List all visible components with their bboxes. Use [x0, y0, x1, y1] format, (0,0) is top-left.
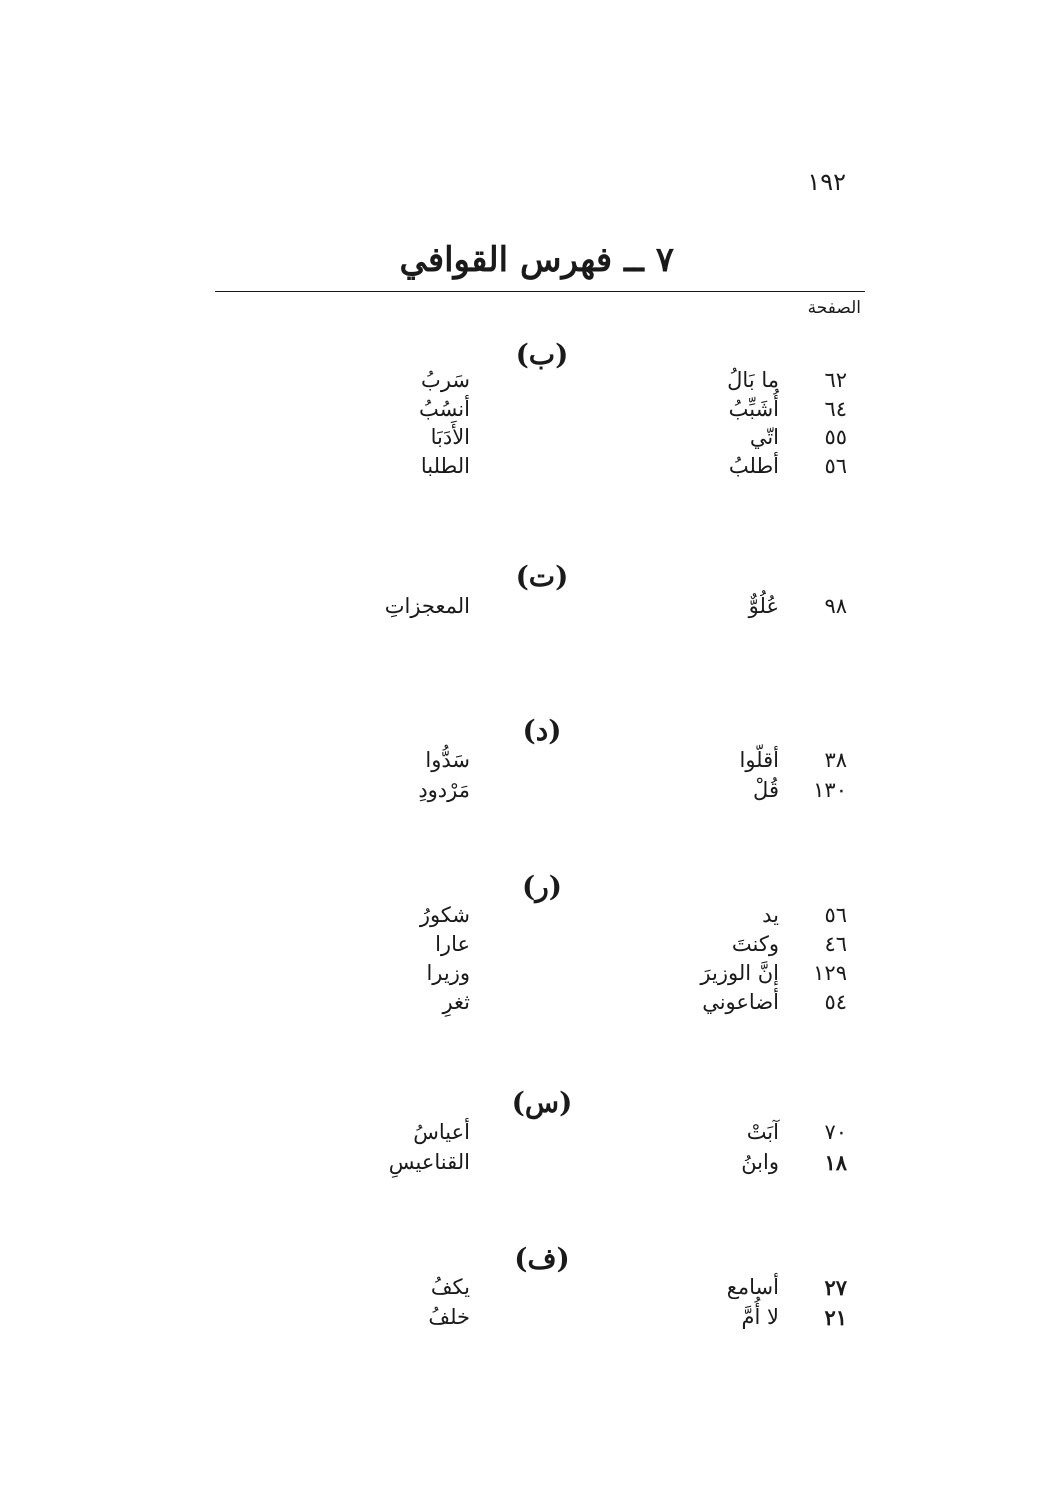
entry-page: ٢١ [824, 1305, 847, 1330]
entry-first-rhyme: لا أُمَّ [741, 1305, 779, 1329]
table-row [0, 961, 1064, 990]
entry-first-rhyme: ما بَالُ [727, 368, 779, 392]
table-row [0, 1120, 1064, 1149]
entry-second-rhyme: شكورُ [419, 903, 470, 927]
entry-first-rhyme: وكنتَ [731, 932, 779, 956]
table-row [0, 778, 1064, 807]
section-heading: (د) [522, 714, 562, 747]
entry-page: ١٨ [824, 1150, 847, 1175]
entry-page: ٧٠ [824, 1120, 847, 1144]
entry-first-rhyme: أضاعوني [702, 990, 779, 1014]
entry-page: ٢٧ [824, 1275, 847, 1300]
table-row [0, 932, 1064, 961]
entry-page: ١٣٠ [813, 778, 847, 802]
section-heading: (ر) [521, 870, 563, 903]
page-number: ١٩٢ [807, 168, 846, 196]
entry-second-rhyme: القناعيسِ [388, 1150, 470, 1174]
table-row [0, 903, 1064, 932]
entry-page: ٥٤ [824, 990, 847, 1014]
entry-first-rhyme: أُشَبِّبُ [728, 397, 779, 421]
entry-first-rhyme: آبَتْ [746, 1120, 779, 1144]
entry-page: ٥٦ [824, 903, 847, 927]
section-heading: (ت) [515, 560, 569, 593]
entry-second-rhyme: الأَدَبَا [430, 425, 470, 449]
entry-page: ٩٨ [824, 594, 847, 618]
entry-second-rhyme: سَدُّوا [425, 748, 470, 772]
entry-page: ٤٦ [824, 932, 847, 956]
entry-second-rhyme: المعجزاتِ [384, 594, 470, 618]
entry-first-rhyme: أطلبُ [728, 454, 779, 478]
table-row [0, 1305, 1064, 1334]
entry-second-rhyme: وزيرا [426, 961, 470, 985]
entry-second-rhyme: سَربُ [421, 368, 470, 392]
table-row [0, 1150, 1064, 1179]
section-heading: (ف) [514, 1242, 570, 1275]
entry-second-rhyme: أنسُبُ [418, 397, 470, 421]
entry-second-rhyme: مَرْدودِ [418, 778, 470, 802]
page-title: ٧ ــ فهرس القوافي [399, 240, 674, 280]
entry-first-rhyme: أسامع [726, 1275, 779, 1299]
entry-first-rhyme: عُلُوٌّ [748, 594, 779, 618]
entry-second-rhyme: خلفُ [428, 1305, 470, 1329]
table-row [0, 368, 1064, 397]
table-row [0, 454, 1064, 483]
entry-second-rhyme: يكفُ [430, 1275, 470, 1299]
entry-first-rhyme: قُلْ [753, 778, 779, 802]
table-row [0, 748, 1064, 777]
entry-page: ٥٦ [824, 454, 847, 478]
table-row [0, 990, 1064, 1019]
entry-second-rhyme: عارا [435, 932, 470, 956]
entry-page: ١٢٩ [813, 961, 847, 985]
entry-first-rhyme: أقلّوا [739, 748, 779, 772]
page-column-header: الصفحة [807, 298, 861, 318]
table-row [0, 425, 1064, 454]
entry-page: ٥٥ [824, 425, 847, 449]
entry-first-rhyme: وابنُ [741, 1150, 779, 1174]
entry-page: ٦٢ [824, 368, 847, 392]
entry-page: ٣٨ [824, 748, 847, 772]
entry-second-rhyme: أعياسُ [413, 1120, 470, 1144]
entry-second-rhyme: ثغرِ [442, 990, 470, 1014]
section-heading: (ب) [515, 338, 569, 371]
table-row [0, 594, 1064, 623]
table-row [0, 397, 1064, 426]
title-divider [215, 291, 865, 292]
entry-first-rhyme: اتّي [749, 425, 779, 449]
entry-first-rhyme: إنَّ الوزيرَ [700, 961, 779, 985]
entry-page: ٦٤ [824, 397, 847, 421]
entry-first-rhyme: يد [762, 903, 779, 927]
section-heading: (س) [511, 1086, 573, 1119]
table-row [0, 1275, 1064, 1304]
entry-second-rhyme: الطلبا [420, 454, 470, 478]
